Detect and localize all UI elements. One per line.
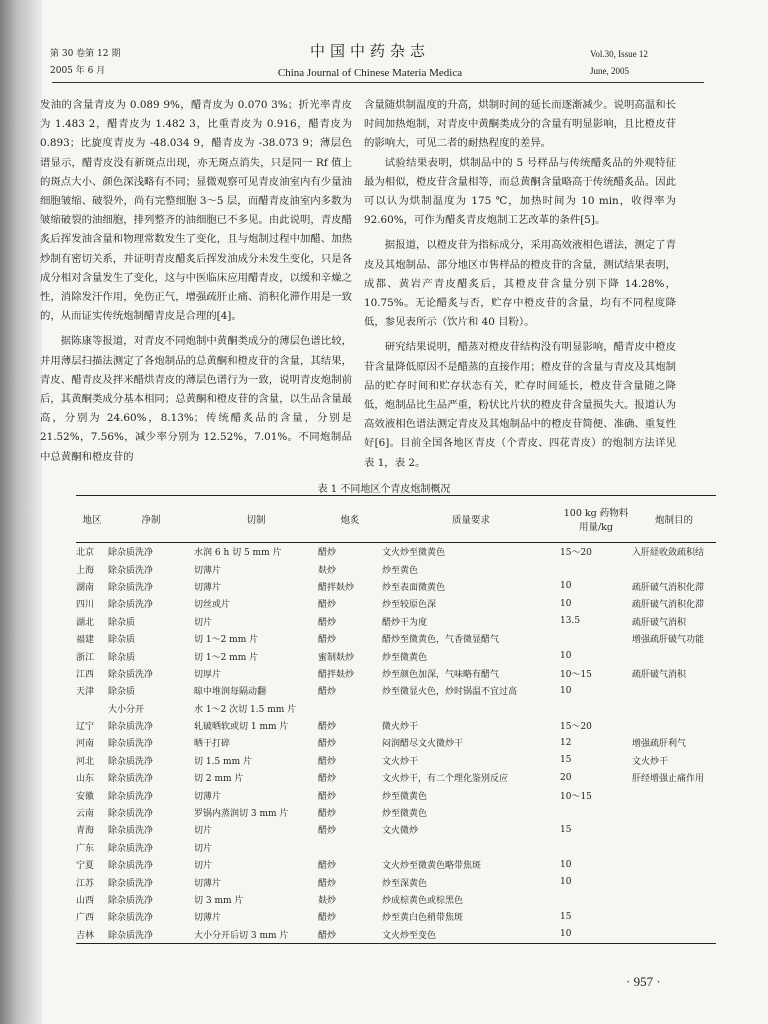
cell-cut: 切薄片 xyxy=(194,582,222,593)
cell-clean: 除杂质洗净 xyxy=(108,739,154,750)
cell-dose: 12 xyxy=(560,737,572,748)
cell-cut: 水 1～2 次切 1.5 mm 片 xyxy=(194,704,297,715)
cell-clean: 除杂质洗净 xyxy=(108,913,154,924)
right-paragraph-2: 试验结果表明，烘制品中的 5 号样品与传统醋炙品的外观特征最为相似，橙皮苷含量相等，而总黄酮含量略高于传统醋炙品。因此可以认为烘制温度为 175 ℃，加热时间为 10 min，收得率为 92.60%，可作为醋炙青皮炮制工艺改革的条件[5]。 xyxy=(364,156,676,227)
cell-cut: 切薄片 xyxy=(194,878,222,889)
cell-region: 青海 xyxy=(76,826,95,837)
cell-process: 醋炒 xyxy=(318,687,337,698)
left-paragraph-2: 据陈康等报道，对青皮不同炮制中黄酮类成分的薄层色谱比较，并用薄层扫描法测定了各炮制品的总黄酮和橙皮苷的含量，其结果，青皮、醋青皮及拌米醋烘青皮的薄层色谱行为一致，说明青皮炮制前后，其黄酮类成分基本相同；总黄酮和橙皮苷的含量，以生品含量最高，分别为 24.60%，8.13%；传统醋炙品的含量，分别是 21.52%，7.56%，减少率分别为 12.52%，7.01%。不同炮制品中总黄酮和橙皮苷的 xyxy=(40,335,352,463)
cell-cut: 轧破晒软或切 1 mm 片 xyxy=(194,722,289,733)
cell-dose: 10 xyxy=(560,859,572,870)
cell-process: 醋炒 xyxy=(318,861,337,872)
table-row xyxy=(76,595,716,612)
cell-region: 天津 xyxy=(76,687,95,698)
cell-clean: 除杂质 xyxy=(108,652,136,663)
cell-clean: 除杂质洗净 xyxy=(108,843,154,854)
table-row xyxy=(76,786,716,803)
cell-region: 河南 xyxy=(76,739,95,750)
table-bottom-rule xyxy=(76,943,716,944)
cell-dose: 20 xyxy=(560,772,572,783)
header-region: 地区 xyxy=(82,515,102,526)
cell-clean: 除杂质洗净 xyxy=(108,756,154,767)
cell-cut: 切 2 mm 片 xyxy=(194,774,244,785)
cell-region: 吉林 xyxy=(76,930,95,941)
cell-clean: 除杂质 xyxy=(108,687,136,698)
header-center xyxy=(200,40,540,79)
cell-cut: 切薄片 xyxy=(194,791,222,802)
cell-dose: 10～15 xyxy=(560,791,592,802)
cell-cut: 切薄片 xyxy=(194,913,222,924)
cell-cut: 罗锅内蒸润切 3 mm 片 xyxy=(194,809,289,820)
table-row xyxy=(76,717,716,734)
header-dose-line1: 100 kg 药物料 xyxy=(563,508,629,519)
cell-cut: 切片 xyxy=(194,843,213,854)
cell-clean: 除杂质洗净 xyxy=(108,774,154,785)
cell-region: 福建 xyxy=(76,635,95,646)
cell-process: 醋炒 xyxy=(318,600,337,611)
left-paragraph-1: 发油的含量青皮为 0.089 9%，醋青皮为 0.070 3%；折光率青皮为 1.483 2，醋青皮为 1.482 3，比重青皮为 0.916，醋青皮为 0.893；比旋度青皮为 -48.034 9，醋青皮为 -38.073 9；薄层色谱显示，醋青皮没有新斑点出现，亦无斑点消失，只是同一 Rf 值上的斑点大小、颜色深浅略有不同；显微观察可见青皮油室内有少量油细胞皱缩、破裂外，尚有完整细胞 3～5 层，而醋青皮油室内多数为皱缩破裂的油细胞，排列整齐的油细胞已不多见。由此说明，青皮醋炙后挥发油含量和物理常数发生了变化，且与炮制过程中加醋、加热炒制有密切关系，并证明青皮醋炙后挥发油成分未发生变化，只是各成分相对含量发生了变化，这与中医临床应用醋青皮，以缓和辛燥之性，消除发汗作用，免伤正气，增强疏肝止痛、消积化滞作用是一致的，从而证实传统炮制醋青皮是合理的[4]。 xyxy=(40,99,352,323)
cell-clean: 除杂质洗净 xyxy=(108,548,154,559)
table-row xyxy=(76,769,716,786)
processing-table xyxy=(76,495,716,944)
table-row xyxy=(76,543,716,560)
table-row xyxy=(76,630,716,647)
cell-cut: 切 1～2 mm 片 xyxy=(194,652,259,663)
cell-dose: 10 xyxy=(560,929,572,940)
cell-quality: 醋炒干为度 xyxy=(382,617,428,628)
header-date-cn: 2005 年 6 月 xyxy=(50,66,106,76)
table-row xyxy=(76,873,716,890)
cell-clean: 除杂质 xyxy=(108,635,136,646)
right-paragraph-1: 含量随烘制温度的升高，烘制时间的延长而逐渐减少。说明高温和长时间加热炮制，对青皮中黄酮类成分的含量有明显影响，且比橙皮苷的影响大，可见二者的耐热程度的差异。 xyxy=(364,99,676,150)
table-row xyxy=(76,578,716,595)
cell-cut: 切薄片 xyxy=(194,565,222,576)
cell-cut: 切 1～2 mm 片 xyxy=(194,635,259,646)
cell-quality: 炒至微黄色 xyxy=(382,791,428,802)
cell-cut: 晾中堆润每隔动翻 xyxy=(194,687,267,698)
cell-clean: 除杂质 xyxy=(108,617,136,628)
cell-dose: 15 xyxy=(560,824,572,835)
cell-quality: 文火炒干 xyxy=(382,756,419,767)
cell-clean: 除杂质洗净 xyxy=(108,861,154,872)
journal-title-cn: 中国中药杂志 xyxy=(309,42,430,60)
cell-quality: 文火微炒 xyxy=(382,826,419,837)
cell-clean: 除杂质洗净 xyxy=(108,600,154,611)
cell-dose: 10 xyxy=(560,581,572,592)
cell-region: 江西 xyxy=(76,669,95,680)
header-clean: 净制 xyxy=(141,515,161,526)
cell-quality: 炒至黄白色稍带焦斑 xyxy=(382,913,464,924)
cell-clean: 除杂质洗净 xyxy=(108,809,154,820)
cell-cut: 晒干打碎 xyxy=(194,739,231,750)
cell-process: 醋拌麸炒 xyxy=(318,669,355,680)
table-row xyxy=(76,734,716,751)
header-cut: 切制 xyxy=(246,515,266,526)
cell-clean: 除杂质洗净 xyxy=(108,878,154,889)
right-paragraph-3: 据报道，以橙皮苷为指标成分，采用高效液相色谱法，测定了青皮及其炮制品、部分地区市售样品的橙皮苷的含量，测试结果表明，成都、黄岩产青皮醋炙后，其橙皮苷含量分别下降 14.28%，10.75%。无论醋炙与否，贮存中橙皮苷的含量，均有不同程度降低，参见表所示（饮片和 40 目粉）。 xyxy=(364,239,676,329)
cell-purpose: 入肝経收敛疏积结 xyxy=(632,548,705,559)
cell-quality: 文火炒至变色 xyxy=(382,930,437,941)
cell-cut: 切片 xyxy=(194,617,213,628)
cell-region: 山西 xyxy=(76,896,95,906)
book-gutter-shadow xyxy=(0,0,42,1024)
cell-dose: 10 xyxy=(560,598,572,609)
cell-quality: 炒至微黄色 xyxy=(382,809,428,820)
table-row xyxy=(76,613,716,630)
cell-purpose: 增强疏肝破气功能 xyxy=(632,635,705,646)
cell-quality: 炒至表面微黄色 xyxy=(382,582,446,593)
header-dose-line2: 用量/kg xyxy=(578,522,614,533)
table-row xyxy=(76,560,716,577)
cell-quality: 炒至较原色深 xyxy=(382,600,437,611)
cell-purpose: 增强疏肝利气 xyxy=(632,739,687,750)
cell-quality: 文火炒至微黄色 xyxy=(382,548,446,559)
cell-clean: 除杂质洗净 xyxy=(108,565,154,576)
cell-region: 湖南 xyxy=(76,582,95,593)
cell-clean: 除杂质洗净 xyxy=(108,826,154,837)
cell-purpose: 疏肝破气消积化滞 xyxy=(632,582,705,593)
cell-region: 北京 xyxy=(76,548,95,559)
table-row xyxy=(76,682,716,699)
cell-process: 醋炒 xyxy=(318,826,337,837)
header-date-en: June, 2005 xyxy=(590,66,629,76)
cell-region: 广西 xyxy=(76,913,95,924)
cell-cut: 切片 xyxy=(194,861,213,872)
cell-dose: 15～20 xyxy=(560,548,592,559)
page-number: · 957 · xyxy=(626,974,661,989)
table-row xyxy=(76,647,716,664)
cell-process: 醋炒 xyxy=(318,913,337,924)
cell-process: 醋炒 xyxy=(318,809,337,820)
cell-process: 醋炒 xyxy=(318,548,337,559)
cell-process: 醋炒 xyxy=(318,739,337,750)
cell-process: 醋炒 xyxy=(318,774,337,785)
cell-dose: 10 xyxy=(560,685,572,696)
table-row xyxy=(76,908,716,925)
header-volume-cn: 第 30 卷第 12 期 xyxy=(50,49,121,59)
cell-region: 浙江 xyxy=(76,652,95,663)
header-rule xyxy=(52,82,704,83)
cell-quality: 微火炒干 xyxy=(382,722,419,733)
cell-clean: 除杂质洗净 xyxy=(108,582,154,593)
cell-process: 蜜制麸炒 xyxy=(318,652,355,663)
table-row xyxy=(76,804,716,821)
cell-quality: 炒至颜色加深，气味略有醋气 xyxy=(382,669,500,680)
cell-region: 四川 xyxy=(76,600,95,611)
cell-quality: 炒至微黄色 xyxy=(382,652,428,663)
cell-purpose: 疏肝破气消积 xyxy=(632,617,687,628)
cell-region: 安徽 xyxy=(76,791,95,802)
table-row xyxy=(76,891,716,908)
cell-region: 云南 xyxy=(76,809,95,820)
table-row xyxy=(76,700,716,717)
cell-quality: 炒至微显火色，炒时锅温不宜过高 xyxy=(382,687,518,698)
cell-region: 山东 xyxy=(76,774,95,785)
table-row xyxy=(76,821,716,838)
cell-process: 醋炒 xyxy=(318,930,337,941)
cell-quality: 醋炒至微黄色，气香微显醋气 xyxy=(382,635,500,646)
cell-purpose: 疏肝破气消积化滞 xyxy=(632,600,705,611)
cell-dose: 10 xyxy=(560,651,572,662)
table-header-row xyxy=(76,496,716,542)
cell-process: 麸炒 xyxy=(318,565,337,576)
cell-region: 河北 xyxy=(76,756,95,767)
header-dose xyxy=(560,505,632,533)
cell-clean: 除杂质洗净 xyxy=(108,669,154,680)
cell-cut: 切丝或片 xyxy=(194,600,231,611)
cell-process: 醋炒 xyxy=(318,635,337,646)
cell-quality: 闷润醋尽文火微炒干 xyxy=(382,739,464,750)
table-row xyxy=(76,752,716,769)
cell-purpose: 疏肝破气消积 xyxy=(632,669,687,680)
cell-region: 江苏 xyxy=(76,878,95,889)
cell-dose: 10 xyxy=(560,877,572,888)
cell-cut: 大小分开后切 3 mm 片 xyxy=(194,930,289,941)
cell-clean: 除杂质洗净 xyxy=(108,896,154,906)
cell-dose: 15～20 xyxy=(560,722,592,733)
cell-region: 辽宁 xyxy=(76,722,95,733)
cell-clean: 除杂质洗净 xyxy=(108,722,154,733)
cell-quality: 炒成棕黄色或棕黑色 xyxy=(382,896,464,906)
cell-quality: 炒至深黄色 xyxy=(382,878,428,889)
header-quality: 质量要求 xyxy=(451,515,490,526)
left-column xyxy=(40,96,352,467)
table-row xyxy=(76,926,716,943)
header-volume-en: Vol.30, Issue 12 xyxy=(590,49,648,59)
header-left xyxy=(50,46,120,80)
table-row xyxy=(76,665,716,682)
cell-cut: 切 1.5 mm 片 xyxy=(194,756,252,767)
cell-dose: 10～15 xyxy=(560,669,592,680)
table-body xyxy=(76,543,716,943)
cell-purpose: 文火炒干 xyxy=(632,756,669,767)
cell-quality: 文火炒干，有二个理化鉴别反应 xyxy=(382,774,509,785)
cell-purpose: 肝经增强止痛作用 xyxy=(632,774,705,785)
table-row xyxy=(76,839,716,856)
cell-process: 醋拌麸炒 xyxy=(318,582,355,593)
cell-clean: 大小分开 xyxy=(108,704,145,715)
cell-process: 麸炒 xyxy=(318,896,337,906)
cell-cut: 切 3 mm 片 xyxy=(194,896,244,906)
right-paragraph-4: 研究结果说明，醋蒸对橙皮苷结构没有明显影响，醋青皮中橙皮苷含量降低原因不是醋蒸的直接作用；橙皮苷的含量与青皮及其炮制品的贮存时间和贮存状态有关，贮存时间延长，橙皮苷含量随之降低，炮制品比生品严重，粉状比片状的橙皮苷含量损失大。报道认为高效液相色谱法测定青皮及其炮制品中的橙皮苷简便、准确、重复性好[6]。目前全国各地区青皮（个青皮、四花青皮）的炮制方法详见表 1，表 2。 xyxy=(364,341,676,469)
cell-quality: 炒至黄色 xyxy=(382,565,419,576)
right-column xyxy=(364,96,676,473)
cell-region: 湖北 xyxy=(76,617,95,628)
cell-dose: 15 xyxy=(560,911,572,922)
header-process: 炮炙 xyxy=(340,515,360,526)
cell-region: 上海 xyxy=(76,565,95,576)
table-title: 表 1 不同地区个青皮炮制概况 xyxy=(317,484,451,495)
cell-cut: 水润 6 h 切 5 mm 片 xyxy=(194,548,282,559)
cell-clean: 除杂质洗净 xyxy=(108,791,154,802)
cell-dose: 15 xyxy=(560,755,572,766)
journal-title-en: China Journal of Chinese Materia Medica xyxy=(277,67,463,79)
header-purpose: 炮制目的 xyxy=(654,515,693,526)
cell-process: 醋炒 xyxy=(318,756,337,767)
cell-process: 醋炒 xyxy=(318,791,337,802)
cell-cut: 切厚片 xyxy=(194,669,222,680)
cell-cut: 切片 xyxy=(194,826,213,837)
table-row xyxy=(76,856,716,873)
cell-quality: 文火炒至微黄色略带焦斑 xyxy=(382,861,482,872)
cell-region: 广东 xyxy=(76,843,95,854)
cell-process: 醋炒 xyxy=(318,617,337,628)
cell-dose: 13.5 xyxy=(560,616,581,627)
cell-process: 醋炒 xyxy=(318,878,337,889)
header-right xyxy=(590,46,648,80)
cell-process: 醋炒 xyxy=(318,722,337,733)
cell-clean: 除杂质洗净 xyxy=(108,930,154,941)
cell-region: 宁夏 xyxy=(76,861,95,872)
